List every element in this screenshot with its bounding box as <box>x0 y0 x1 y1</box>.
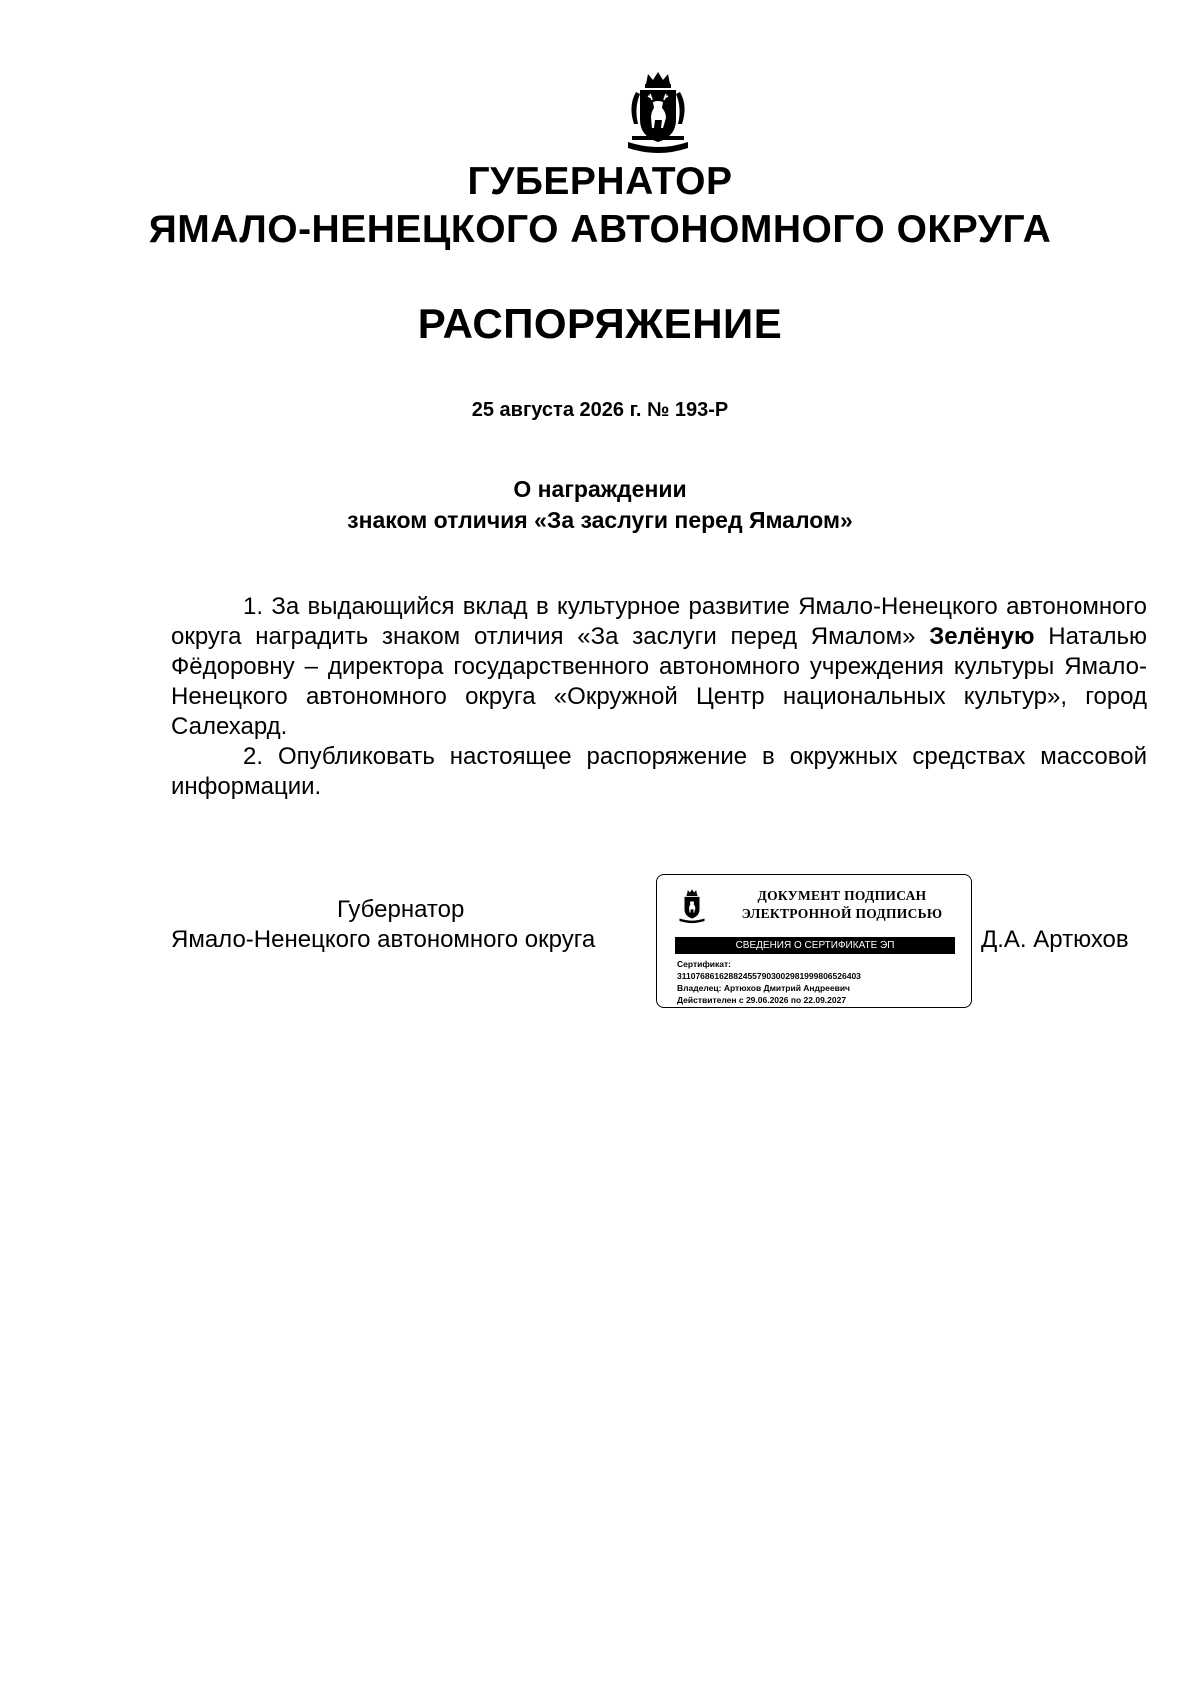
electronic-signature-stamp <box>656 874 972 1008</box>
paragraph-1 <box>171 592 1147 742</box>
stamp-certificate-bar: СВЕДЕНИЯ О СЕРТИФИКАТЕ ЭП <box>675 937 955 954</box>
stamp-cert-number: 311076861628824557903002981999806526403 <box>677 971 861 981</box>
signatory-position-line1: Губернатор <box>337 896 465 923</box>
stamp-validity: Действителен с 29.06.2026 по 22.09.2027 <box>677 995 847 1005</box>
stamp-title <box>717 887 967 923</box>
header-title-line1: ГУБЕРНАТОР <box>467 160 733 203</box>
stamp-emblem-icon <box>677 887 707 925</box>
paragraph-2: 2. Опубликовать настоящее распоряжение в окружных средствах массовой информации. <box>171 743 1147 800</box>
stamp-title-line2: ЭЛЕКТРОННОЙ ПОДПИСЬЮ <box>741 906 943 921</box>
awardee-surname: Зелёную <box>929 623 1035 650</box>
stamp-cert-label: Сертификат: <box>677 959 731 969</box>
document-date-number: 25 августа 2026 г. № 193-Р <box>471 399 729 421</box>
paragraph-1-start: 1. За выдающийся вклад в культурное развитие Ямало-Ненецкого автономного округа наградить знаком отличия «За заслуги перед Ямалом» <box>171 593 1147 650</box>
header-title-line2: ЯМАЛО-НЕНЕЦКОГО АВТОНОМНОГО ОКРУГА <box>148 208 1052 251</box>
document-body <box>171 592 1147 802</box>
stamp-title-line1: ДОКУМЕНТ ПОДПИСАН <box>757 888 927 903</box>
coat-of-arms-icon <box>622 70 694 154</box>
subject-line2: знаком отличия «За заслуги перед Ямалом» <box>347 507 853 533</box>
signatory-name: Д.А. Артюхов <box>981 926 1129 953</box>
stamp-owner: Владелец: Артюхов Дмитрий Андреевич <box>677 983 850 993</box>
subject-line1: О награждении <box>513 476 687 502</box>
signatory-position <box>171 895 649 955</box>
document-subject <box>0 474 1200 536</box>
paragraph-1-end: Наталью Фёдоровну – директора государственного автономного учреждения культуры Ямало-Ненецкого автономного округа «Окружной Центр национальных культур», город Салехард. <box>171 623 1147 740</box>
signatory-position-line2: Ямало-Ненецкого автономного округа <box>171 926 596 953</box>
document-type: РАСПОРЯЖЕНИЕ <box>417 300 783 347</box>
